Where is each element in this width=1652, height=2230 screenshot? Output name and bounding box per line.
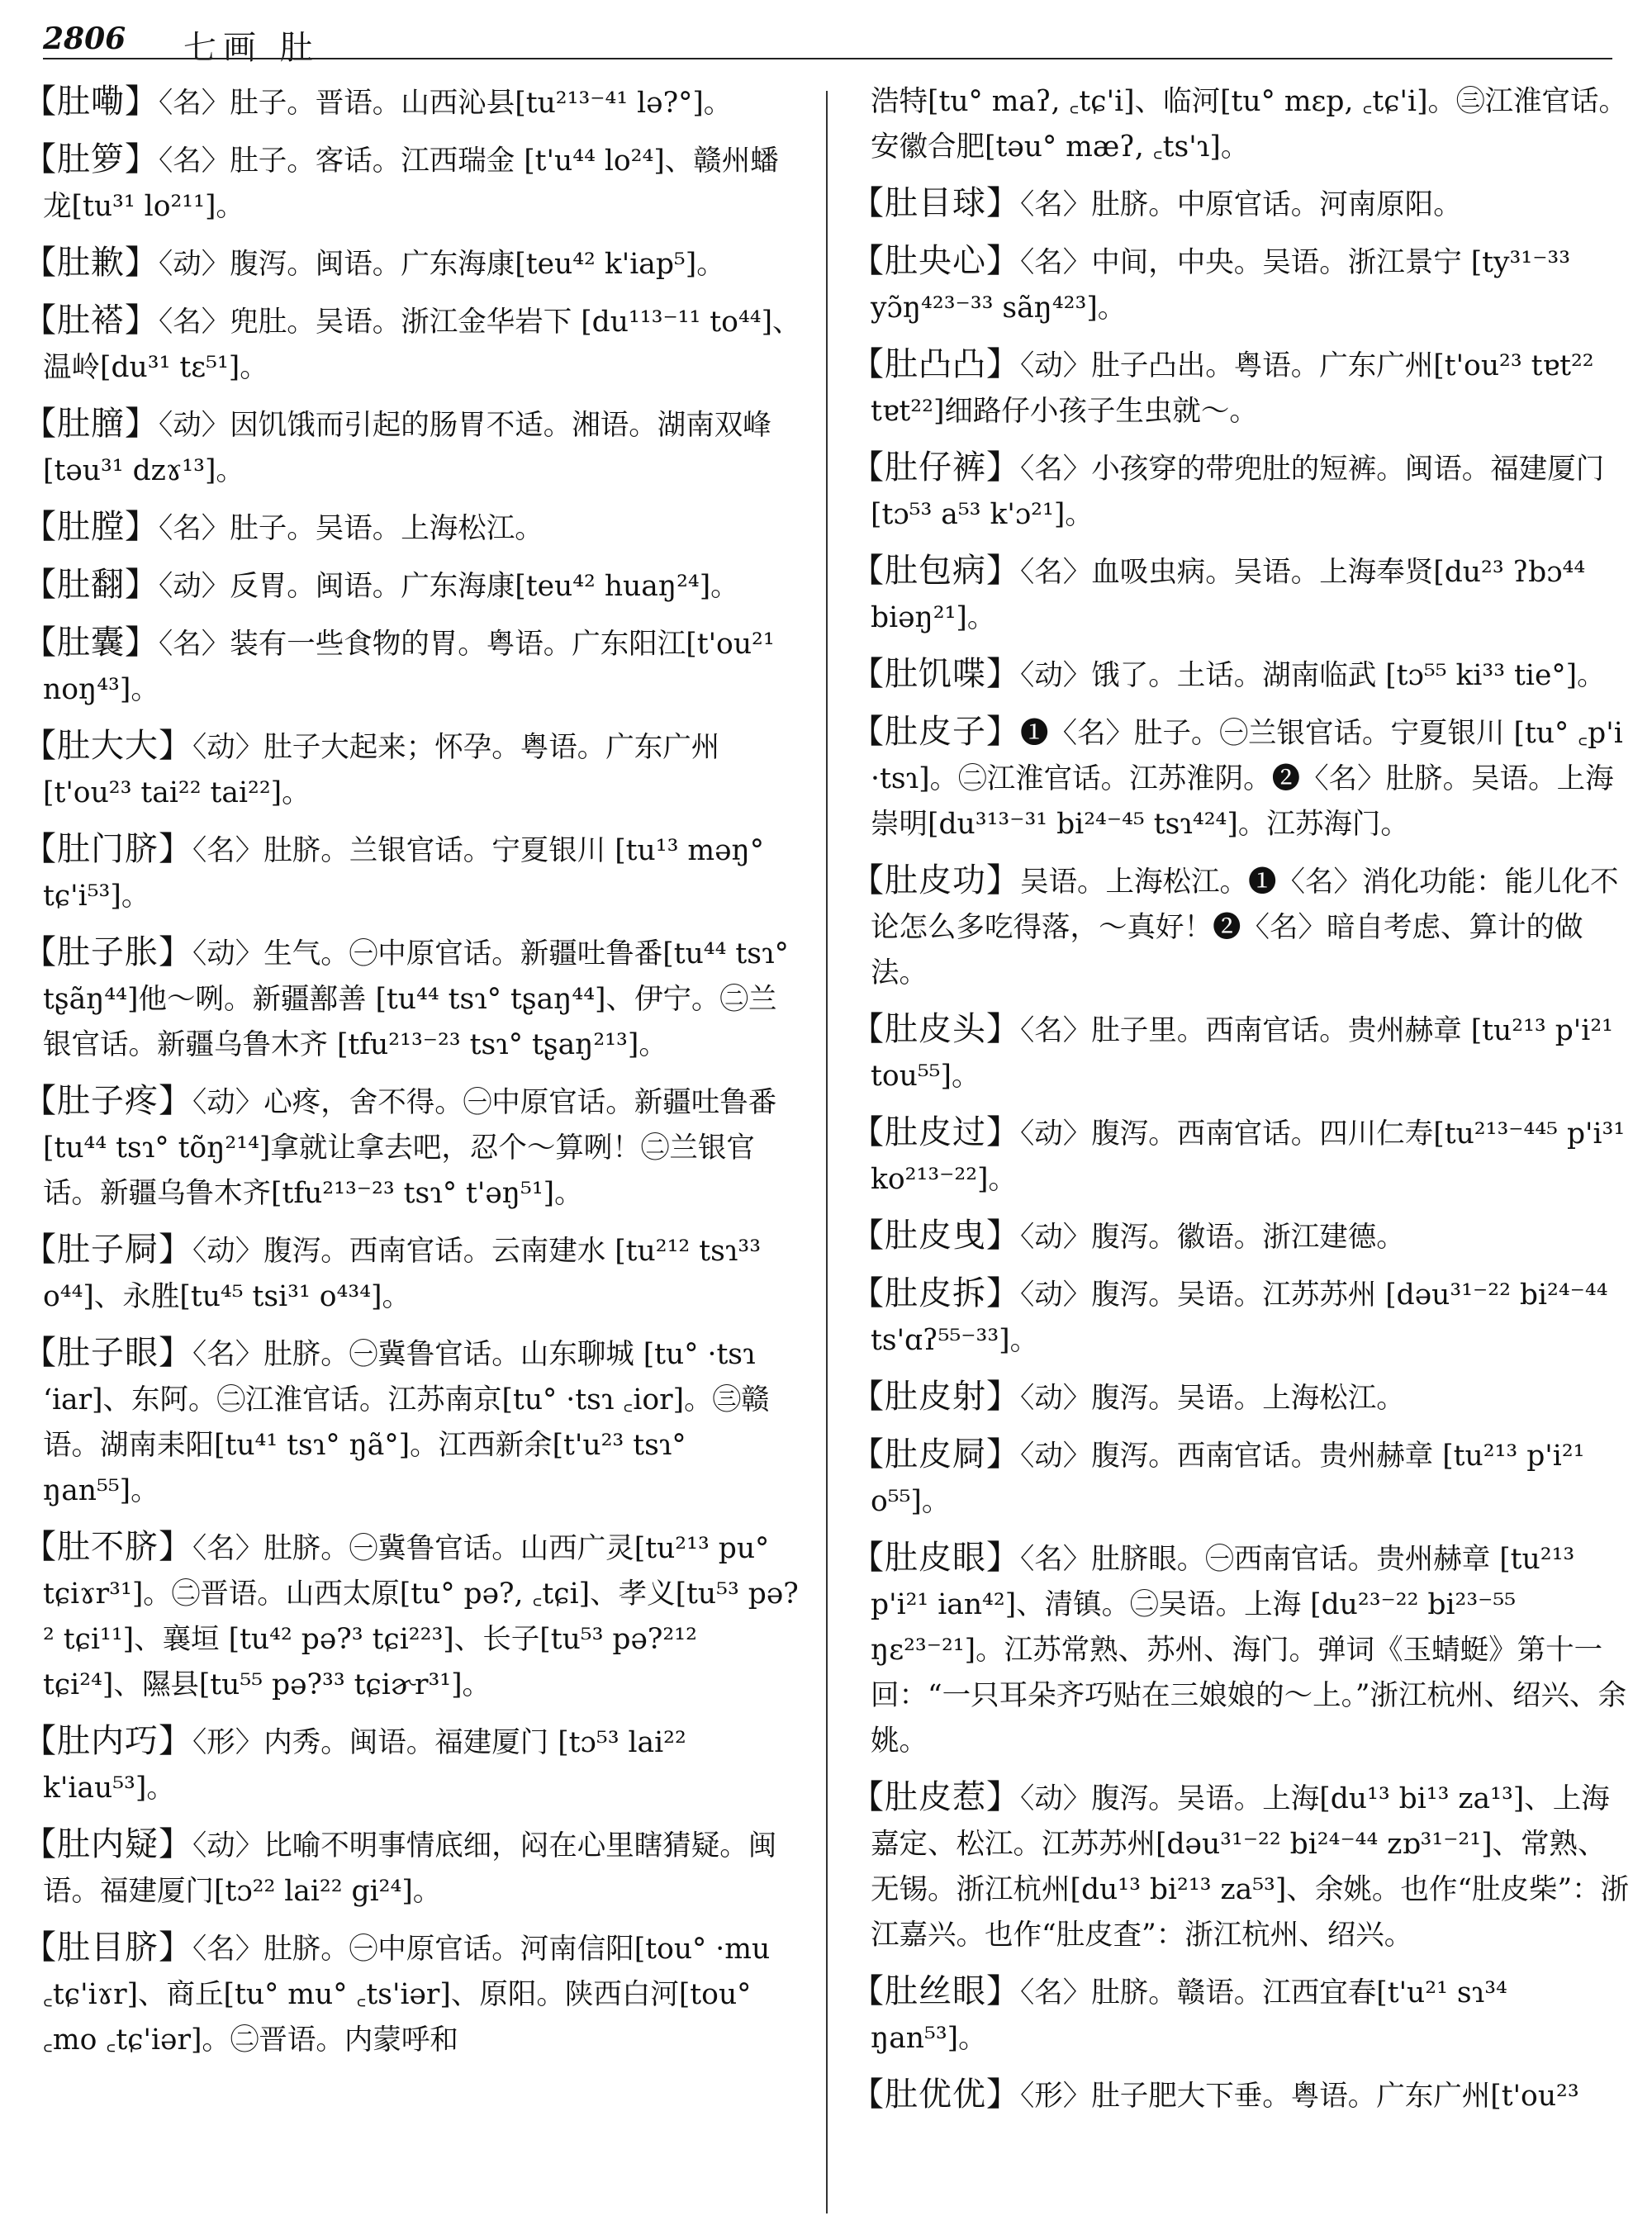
dictionary-entry <box>851 1110 1631 1203</box>
page-number: 2806 <box>43 21 126 56</box>
entry-definition: 〈名〉兜肚。吴语。浙江金华岩下 [du¹¹³⁻¹¹ to⁴⁴]、温岭[du³¹ tɛ⁵¹]。 <box>43 306 801 384</box>
dictionary-entry <box>851 548 1631 641</box>
entry-headword: 【肚皮子】 <box>851 713 1020 751</box>
entry-headword: 【肚丝眼】 <box>851 1972 1020 2010</box>
entry-headword: 【肚优优】 <box>851 2076 1020 2114</box>
entry-headword: 【肚饥喋】 <box>851 655 1020 693</box>
entry-headword: 【肚皮射】 <box>851 1378 1020 1416</box>
dictionary-entry <box>23 401 804 494</box>
dictionary-entry <box>23 1719 804 1811</box>
entry-headword: 【肚内巧】 <box>23 1722 192 1760</box>
entry-headword: 【肚囊】 <box>23 624 159 662</box>
entry-headword: 【肚仔裤】 <box>851 448 1020 486</box>
entry-headword: 【肚包病】 <box>851 552 1020 590</box>
entry-headword: 【肚凸凸】 <box>851 345 1020 383</box>
dictionary-entry <box>851 181 1631 228</box>
dictionary-entry <box>23 1227 804 1320</box>
dictionary-entry <box>851 2072 1631 2119</box>
entry-definition: 〈名〉中间，中央。吴语。浙江景宁 [ty³¹⁻³³ yɔ̃ŋ⁴²³⁻³³ sãŋ⁴²³]。 <box>871 246 1571 325</box>
dictionary-entry <box>851 1432 1631 1525</box>
entry-definition: 〈动〉腹泻。西南官话。四川仁寿[tu²¹³⁻⁴⁴⁵ p'i³¹ ko²¹³⁻²²]。 <box>871 1117 1626 1196</box>
entry-definition: 〈动〉肚子凸出。粤语。广东广州[t'ou²³ tɐt²² tɐt²²]细路仔小孩子生虫就～。 <box>871 349 1594 428</box>
dictionary-entry <box>23 298 804 391</box>
entry-definition: 〈动〉腹泻。吴语。上海[du¹³ bi¹³ za¹³]、上海嘉定、松江。江苏苏州[dəu³¹⁻²² bi²⁴⁻⁴⁴ zɒ³¹⁻²¹]、常熟、无锡。浙江杭州[du¹³ bi²¹³ za⁵³]、余姚。也作“肚皮柴”：浙江嘉兴。也作“肚皮査”：浙江杭州、绍兴。 <box>871 1782 1630 1952</box>
entry-headword: 【肚目球】 <box>851 184 1020 222</box>
dictionary-entry <box>23 562 804 610</box>
entry-headword: 【肚翻】 <box>23 566 159 604</box>
entry-headword: 【肚不脐】 <box>23 1528 192 1566</box>
entry-definition: 〈名〉肚子。晋语。山西沁县[tu²¹³⁻⁴¹ lə?°]。 <box>159 87 733 120</box>
entry-headword: 【肚膛】 <box>23 508 159 546</box>
entry-definition: 〈动〉饿了。土话。湖南临武 [tɔ⁵⁵ ki³³ tie°]。 <box>1020 659 1606 692</box>
entry-definition: 〈动〉肚子大起来；怀孕。粤语。广东广州[t'ou²³ tai²² tai²²]。 <box>43 731 720 809</box>
entry-definition: 〈名〉肚子。吴语。上海松江。 <box>159 512 544 545</box>
running-head: 七画 肚 <box>183 29 320 67</box>
dictionary-entry <box>851 79 1631 170</box>
dictionary-entry <box>23 1925 804 2063</box>
page-header <box>43 21 1612 67</box>
left-column <box>23 79 804 2218</box>
entry-definition: 〈名〉肚脐。中原官话。河南原阳。 <box>1020 188 1462 221</box>
dictionary-entry <box>23 1331 804 1514</box>
dictionary-entry <box>851 1213 1631 1260</box>
dictionary-entry <box>851 1775 1631 1958</box>
entry-headword: 【肚子胀】 <box>23 933 192 971</box>
entry-headword: 【肚皮功】 <box>851 861 1020 899</box>
entry-definition: 〈动〉腹泻。闽语。广东海康[teu⁴² k'iap⁵]。 <box>159 248 725 281</box>
entry-definition: 〈名〉肚子里。西南官话。贵州赫章 [tu²¹³ p'i²¹ tou⁵⁵]。 <box>871 1014 1613 1093</box>
dictionary-entry <box>23 1079 804 1217</box>
dictionary-entry <box>23 930 804 1068</box>
entry-definition: 〈名〉肚脐。兰银官话。宁夏银川 [tu¹³ məŋ° tɕ'i⁵³]。 <box>43 834 764 913</box>
dictionary-entry <box>851 1535 1631 1764</box>
entry-headword: 【肚皮屙】 <box>851 1435 1020 1473</box>
entry-headword: 【肚目脐】 <box>23 1929 192 1967</box>
dictionary-entry <box>23 724 804 816</box>
dictionary-entry <box>851 1271 1631 1364</box>
entry-headword: 【肚大大】 <box>23 727 192 765</box>
dictionary-entry <box>23 137 804 230</box>
dictionary-entry <box>23 505 804 552</box>
entry-headword: 【肚子眼】 <box>23 1334 192 1372</box>
entry-headword: 【肚皮头】 <box>851 1010 1020 1048</box>
entry-headword: 【肚皮拆】 <box>851 1274 1020 1312</box>
entry-definition: 〈形〉内秀。闽语。福建厦门 [tɔ⁵³ lai²² k'iau⁵³]。 <box>43 1726 686 1805</box>
dictionary-entry <box>851 342 1631 434</box>
dictionary-entry <box>23 1525 804 1708</box>
entry-definition: 〈动〉腹泻。吴语。江苏苏州 [dəu³¹⁻²² bi²⁴⁻⁴⁴ ts'ɑʔ⁵⁵⁻³³]。 <box>871 1279 1608 1357</box>
dictionary-entry <box>851 652 1631 699</box>
entry-definition: 〈动〉腹泻。西南官话。贵州赫章 [tu²¹³ p'i²¹ o⁵⁵]。 <box>871 1440 1585 1518</box>
entry-headword: 【肚内疑】 <box>23 1825 192 1863</box>
entry-definition: 〈名〉装有一些食物的胃。粤语。广东阳江[t'ou²¹ noŋ⁴³]。 <box>43 628 775 706</box>
entry-definition: 〈动〉反胃。闽语。广东海康[teu⁴² huaŋ²⁴]。 <box>159 570 739 603</box>
dictionary-entry <box>851 445 1631 538</box>
entry-definition: 〈名〉血吸虫病。吴语。上海奉贤[du²³ ʔbɔ⁴⁴ biəŋ²¹]。 <box>871 556 1586 634</box>
dictionary-entry <box>23 620 804 713</box>
entry-definition: 〈动〉心疼，舍不得。㊀中原官话。新疆吐鲁番[tu⁴⁴ tsɿ° tõŋ²¹⁴]拿就让拿去吧，忍个～算咧！㊁兰银官话。新疆乌鲁木齐[tfu²¹³⁻²³ tsɿ° t'əŋ⁵¹]。 <box>43 1086 777 1210</box>
entry-definition: 〈动〉生气。㊀中原官话。新疆吐鲁番[tu⁴⁴ tsɿ° tʂãŋ⁴⁴]他～咧。新疆鄯善 [tu⁴⁴ tsɿ° tʂaŋ⁴⁴]、伊宁。㊁兰银官话。新疆乌鲁木齐 [tfu²¹³⁻²³ tsɿ° tʂaŋ²¹³]。 <box>43 937 789 1061</box>
entry-definition: 浩特[tu° maʔ, ꜀tɕ'i]、临河[tu° mɛp, ꜀tɕ'i]。㊂江淮官话。安徽合肥[təu° mæʔ, ꜀ts'ɿ]。 <box>871 85 1628 164</box>
dictionary-entry <box>851 1007 1631 1099</box>
header-rule <box>43 58 1612 59</box>
entry-headword: 【肚皮过】 <box>851 1113 1020 1151</box>
entry-headword: 【肚皮曳】 <box>851 1217 1020 1255</box>
dictionary-entry <box>23 827 804 919</box>
entry-headword: 【肚嘞】 <box>23 83 159 121</box>
entry-definition: 〈名〉小孩穿的带兜肚的短裤。闽语。福建厦门[tɔ⁵³ a⁵³ k'ɔ²¹]。 <box>871 453 1605 531</box>
entry-definition: 〈动〉比喻不明事情底细，闷在心里瞎猜疑。闽语。福建厦门[tɔ²² lai²² gi²⁴]。 <box>43 1829 777 1908</box>
entry-headword: 【肚歉】 <box>23 244 159 282</box>
entry-headword: 【肚央心】 <box>851 242 1020 280</box>
dictionary-entry <box>851 1969 1631 2062</box>
entry-definition: 〈动〉腹泻。吴语。上海松江。 <box>1020 1382 1405 1415</box>
entry-definition: 〈动〉因饥饿而引起的肠胃不适。湘语。湖南双峰[təu³¹ dzɤ¹³]。 <box>43 409 771 487</box>
entry-definition: 吴语。上海松江。❶〈名〉消化功能：能儿化不论怎么多吃得落，～真好！❷〈名〉暗自考虑、算计的做法。 <box>871 866 1619 989</box>
entry-headword: 【肚皮眼】 <box>851 1539 1020 1577</box>
dictionary-entry <box>23 240 804 287</box>
entry-definition: ❶〈名〉肚子。㊀兰银官话。宁夏银川 [tu° ꜀p'i ·tsɿ]。㊁江淮官话。江苏淮阴。❷〈名〉肚脐。吴语。上海崇明[du³¹³⁻³¹ bi²⁴⁻⁴⁵ tsɿ⁴²⁴]。江苏海门。 <box>871 717 1623 841</box>
entry-headword: 【肚褡】 <box>23 301 159 339</box>
entry-definition: 〈名〉肚子。客话。江西瑞金 [t'u⁴⁴ lo²⁴]、赣州蟠龙[tu³¹ lo²¹¹]。 <box>43 145 779 223</box>
entry-definition: 〈名〉肚脐。㊀中原官话。河南信阳[tou° ·mu ꜀tɕ'iɤr]、商丘[tu° mu° ꜀ts'iər]、原阳。陕西白河[tou° ꜀mo ꜀tɕ'iər]。㊁晋语。内蒙呼和 <box>43 1933 771 2057</box>
entry-headword: 【肚门脐】 <box>23 830 192 868</box>
dictionary-entry <box>23 79 804 126</box>
right-column <box>851 79 1631 2218</box>
entry-definition: 〈动〉腹泻。徽语。浙江建德。 <box>1020 1221 1405 1254</box>
entry-headword: 【肚皮惹】 <box>851 1778 1020 1816</box>
dictionary-entry <box>851 709 1631 847</box>
entry-definition: 〈名〉肚脐眼。㊀西南官话。贵州赫章 [tu²¹³ p'i²¹ ian⁴²]、清镇。㊁吴语。上海 [du²³⁻²² bi²³⁻⁵⁵ ŋɛ²³⁻²¹]。江苏常熟、苏州、海门。弹词《玉蜻蜓》第十一回：“一只耳朵齐巧贴在三娘娘的～上。”浙江杭州、绍兴、余姚。 <box>871 1543 1627 1758</box>
entry-definition: 〈名〉肚脐。㊀冀鲁官话。山东聊城 [tu° ·tsɿ ʻiar]、东阿。㊁江淮官话。江苏南京[tu° ·tsɿ ꜀ior]。㊂赣语。湖南耒阳[tu⁴¹ tsɿ° ŋã°]。江西新余[t'u²³ tsɿ° ŋan⁵⁵]。 <box>43 1338 770 1507</box>
dictionary-entry <box>23 1822 804 1914</box>
entry-headword: 【肚箩】 <box>23 140 159 178</box>
entry-definition: 〈动〉腹泻。西南官话。云南建水 [tu²¹² tsɿ³³ o⁴⁴]、永胜[tu⁴⁵ tsi³¹ o⁴³⁴]。 <box>43 1235 762 1313</box>
dictionary-entry <box>851 1374 1631 1421</box>
entry-headword: 【肚膪】 <box>23 405 159 443</box>
dictionary-entry <box>851 239 1631 331</box>
entry-headword: 【肚子屙】 <box>23 1231 192 1269</box>
entry-definition: 〈名〉肚脐。赣语。江西宜春[t'u²¹ sɿ³⁴ ŋan⁵³]。 <box>871 1976 1507 2055</box>
column-divider <box>826 91 828 2213</box>
dictionary-entry <box>851 858 1631 996</box>
entry-headword: 【肚子疼】 <box>23 1082 192 1120</box>
entry-definition: 〈形〉肚子肥大下垂。粤语。广东广州[t'ou²³ <box>1020 2080 1579 2113</box>
entry-definition: 〈名〉肚脐。㊀冀鲁官话。山西广灵[tu²¹³ pu° tɕiɤr³¹]。㊁晋语。山西太原[tu° pə?, ꜀tɕi]、孝义[tu⁵³ pə?² tɕi¹¹]、襄垣 [tu⁴² pə?³ tɕi²²³]、长子[tu⁵³ pə?²¹² tɕi²⁴]、隰县[tu⁵⁵ pə?³³ tɕiɚr³¹]。 <box>43 1532 799 1701</box>
